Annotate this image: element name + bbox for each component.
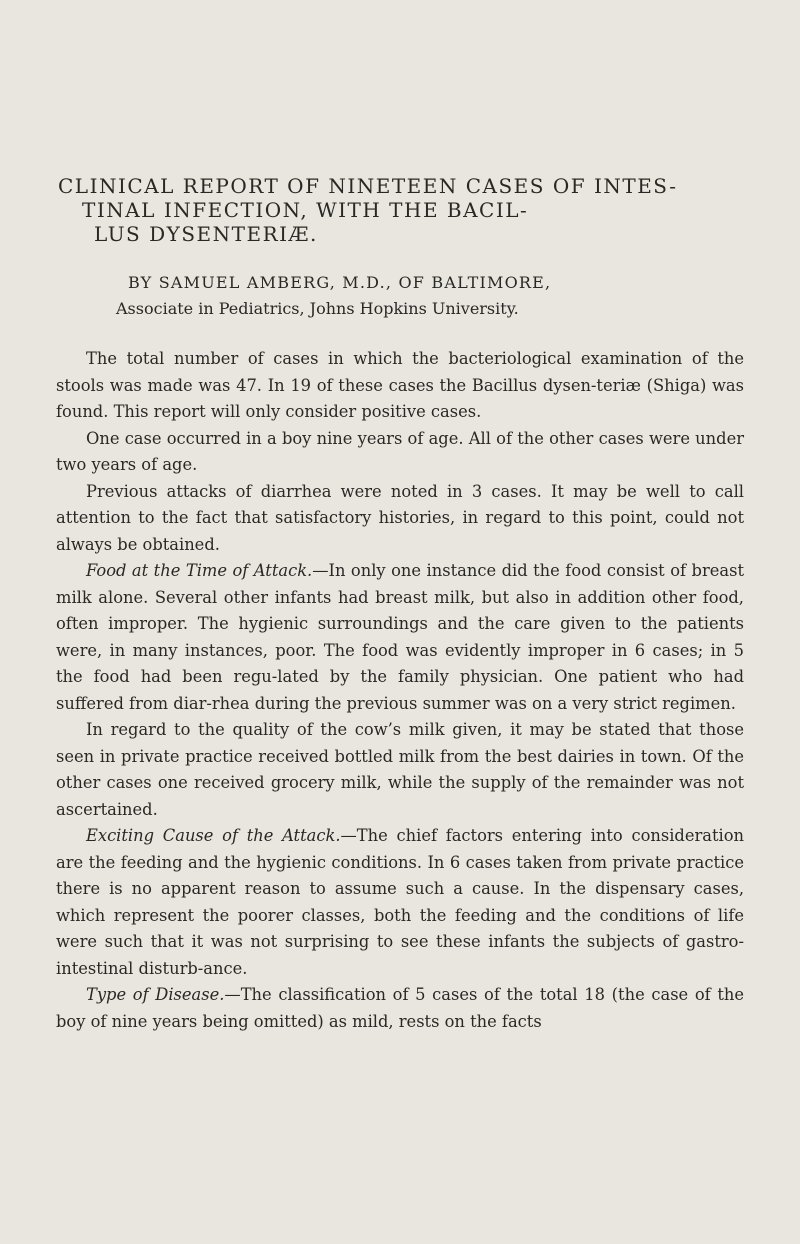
paragraph xyxy=(56,426,744,479)
paragraph xyxy=(56,558,744,717)
title-line-2: TINAL INFECTION, WITH THE BACIL- xyxy=(82,198,529,222)
paragraph xyxy=(56,717,744,823)
paragraph-text: Previous attacks of diarrhea were noted in 3 cases. It may be well to call attention to the fact that satisfactory histories, in regard to this point, could not always be obtained. xyxy=(56,481,744,554)
author-byline: BY SAMUEL AMBERG, M.D., OF BALTIMORE, xyxy=(128,273,552,292)
article-body xyxy=(56,346,744,1035)
paragraph-text: One case occurred in a boy nine years of age. All of the other cases were under two years of age. xyxy=(56,428,744,474)
paragraph xyxy=(56,982,744,1035)
run-in-heading: Exciting Cause of the Attack. xyxy=(86,826,341,845)
article-title xyxy=(56,174,744,246)
paragraph-text: —In only one instance did the food consist of breast milk alone. Several other infants had breast milk, but also in addition other food, often improper. The hygienic surroundings and the care given to the patients were, in many instances, poor. The food was evidently improper in 6 cases; in 5 the food had been regu-lated by the family physician. One patient who had suffered from diar-rhea during the previous summer was on a very strict regimen. xyxy=(56,561,744,713)
paragraph-text: The total number of cases in which the bacteriological examination of the stools was made was 47. In 19 of these cases the Bacillus dysen-teriæ (Shiga) was found. This report will only consider positive cases. xyxy=(56,349,744,421)
paragraph xyxy=(56,346,744,426)
paragraph-text: —The chief factors entering into consideration are the feeding and the hygienic conditions. In 6 cases taken from private practice there is no apparent reason to assume such a cause. In the dispensary cases, which represent the poorer classes, both the feeding and the conditions of life were such that it was not surprising to see these infants the subjects of gastro-intestinal disturb-ance. xyxy=(56,826,745,978)
paragraph xyxy=(56,479,744,559)
title-line-3: LUS DYSENTERIÆ. xyxy=(94,222,318,246)
author-affiliation: Associate in Pediatrics, Johns Hopkins University. xyxy=(116,299,519,318)
title-line-1: CLINICAL REPORT OF NINETEEN CASES OF INTES- xyxy=(58,174,678,198)
paragraph-text: In regard to the quality of the cow’s milk given, it may be stated that those seen in private practice received bottled milk from the best dairies in town. Of the other cases one received grocery milk, while the supply of the remainder was not ascertained. xyxy=(56,720,744,819)
run-in-heading: Type of Disease. xyxy=(86,985,225,1004)
run-in-heading: Food at the Time of Attack. xyxy=(86,561,313,580)
paragraph-text: —The classification of 5 cases of the total 18 (the case of the boy of nine years being omitted) as mild, rests on the facts xyxy=(56,985,745,1031)
paragraph xyxy=(56,823,744,982)
